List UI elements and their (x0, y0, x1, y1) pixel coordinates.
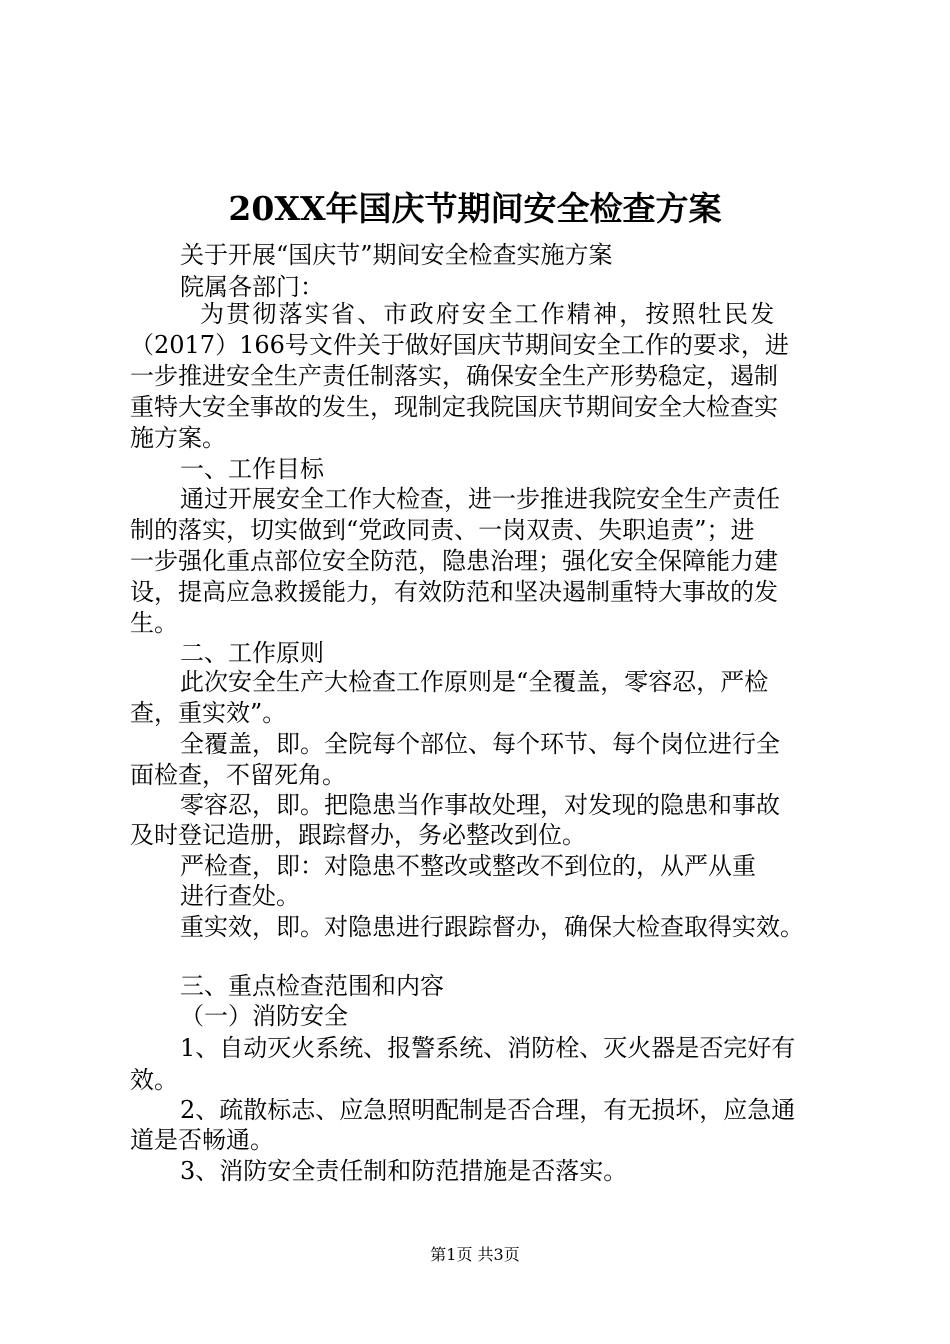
section-heading: 三、重点检查范围和内容 (180, 972, 444, 1000)
paragraph-line: 此次安全生产大检查工作原则是“全覆盖，零容忍，严检 (180, 668, 769, 696)
paragraph-line: 重特大安全事故的发生，现制定我院国庆节期间安全大检查实 (130, 393, 778, 421)
section-heading: 一、工作目标 (180, 455, 324, 483)
paragraph-line: 生。 (130, 609, 178, 637)
paragraph-line: 零容忍，即。把隐患当作事故处理，对发现的隐患和事故 (180, 791, 780, 819)
paragraph-line: 及时登记造册，跟踪督办，务必整改到位。 (130, 821, 586, 849)
paragraph-line: 设，提高应急救援能力，有效防范和坚决遏制重特大事故的发 (130, 578, 778, 606)
page-number: 第1页 共3页 (430, 1245, 520, 1264)
paragraph-line: 进行查处。 (180, 882, 300, 910)
section-heading: 二、工作原则 (180, 639, 324, 667)
subsection-heading: （一）消防安全 (180, 1002, 348, 1030)
salutation-line: 院属各部门： (180, 273, 324, 301)
paragraph-line: 制的落实，切实做到“党政同责、一岗双责、失职追责”；进 (130, 516, 755, 544)
list-item: 效。 (130, 1066, 178, 1094)
list-item: 2、疏散标志、应急照明配制是否合理，有无损坏，应急通 (180, 1096, 796, 1124)
paragraph-line: 面检查，不留死角。 (130, 761, 346, 789)
paragraph-line: 严检查，即：对隐患不整改或整改不到位的，从严从重 (180, 852, 756, 880)
list-item: 3、消防安全责任制和防范措施是否落实。 (180, 1157, 628, 1185)
paragraph-line: 通过开展安全工作大检查，进一步推进我院安全生产责任 (180, 485, 780, 513)
paragraph-line: （2017）166号文件关于做好国庆节期间安全工作的要求，进 (130, 331, 789, 359)
paragraph-line: 全覆盖，即。全院每个部位、每个环节、每个岗位进行全 (180, 730, 780, 758)
document-title: 20XX年国庆节期间安全检查方案 (228, 189, 722, 228)
paragraph-line: 施方案。 (130, 424, 226, 452)
list-item: 道是否畅通。 (130, 1126, 274, 1154)
paragraph-line: 一步推进安全生产责任制落实，确保安全生产形势稳定，遏制 (130, 362, 778, 390)
paragraph-line: 一步强化重点部位安全防范，隐患治理；强化安全保障能力建 (130, 547, 778, 575)
heading-line: 关于开展“国庆节”期间安全检查实施方案 (180, 241, 613, 269)
paragraph-line: 重实效，即。对隐患进行跟踪督办，确保大检查取得实效。 (180, 913, 804, 941)
paragraph-line: 查，重实效”。 (130, 699, 287, 727)
paragraph-line: 为贯彻落实省、市政府安全工作精神，按照牡民发 (200, 300, 777, 328)
list-item: 1、自动灭火系统、报警系统、消防栓、灭火器是否完好有 (180, 1034, 796, 1062)
